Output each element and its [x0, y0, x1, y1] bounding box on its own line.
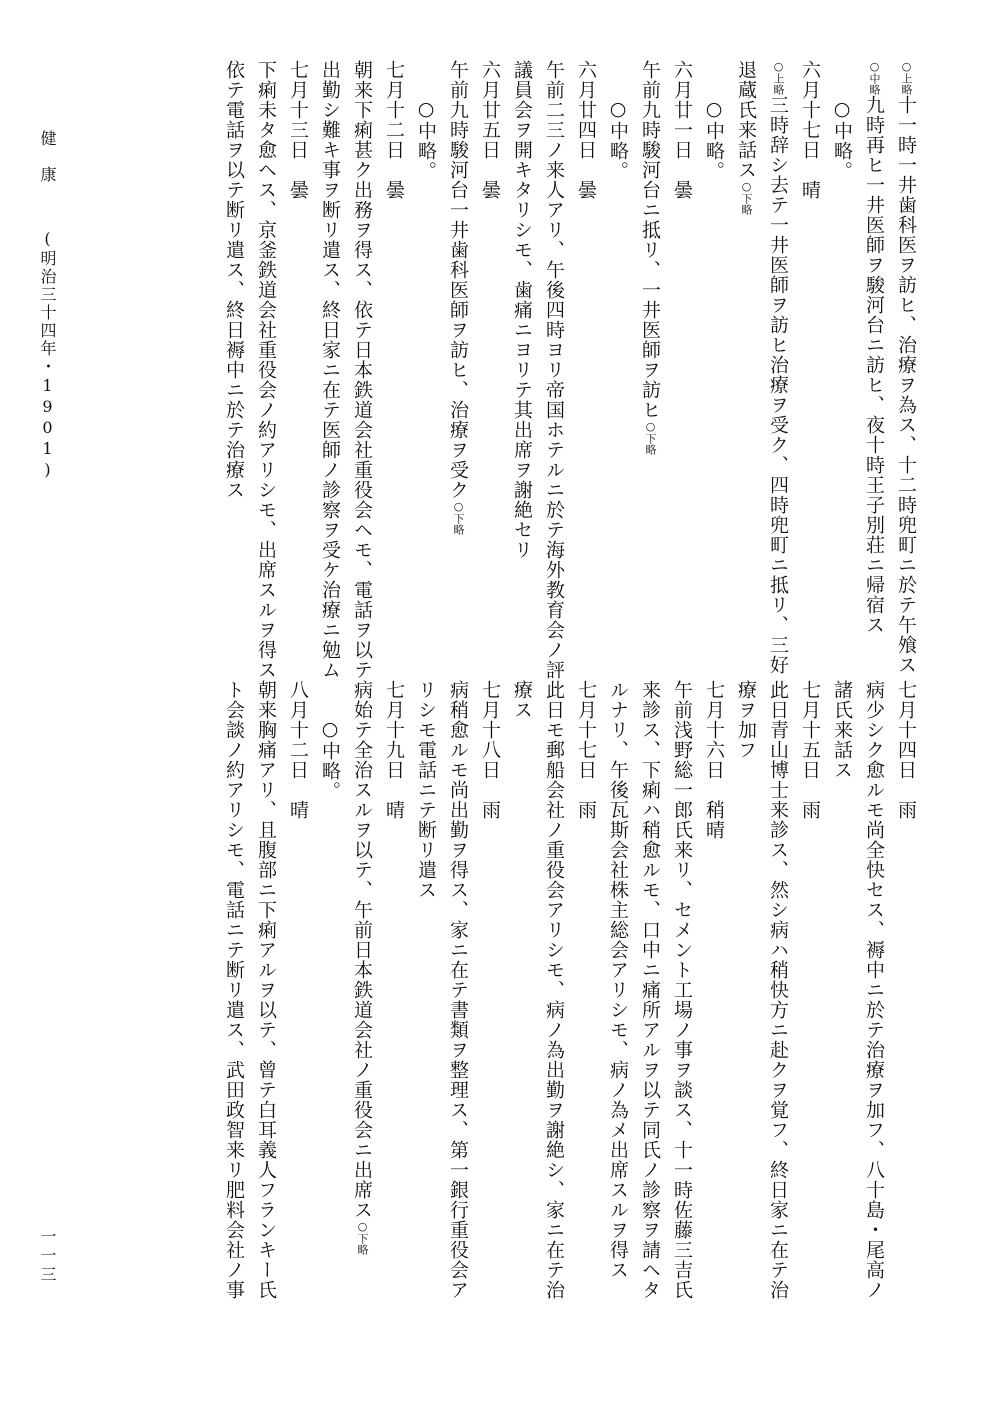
text-line: [474, 60, 506, 660]
line-text: 病少シク愈ルモ尚全快セス、褥中ニ於テ治療ヲ加フ、八十島・尾高ノ: [863, 680, 885, 1300]
omission-mark: ○上略: [900, 60, 913, 95]
text-line: [858, 680, 890, 1320]
text-line: [346, 680, 378, 1320]
text-line: [762, 680, 794, 1320]
text-line: [442, 60, 474, 660]
text-line: [250, 680, 282, 1320]
omission-mark: ○下略: [356, 1220, 369, 1255]
line-text: 来診ス、下痢ハ稍愈ルモ、口中ニ痛所アルヲ以テ同氏ノ診察ヲ請ヘタ: [639, 680, 661, 1300]
text-line: [442, 680, 474, 1320]
text-line: [410, 680, 442, 1320]
text-line: [378, 680, 410, 1320]
line-text: 下痢未タ愈ヘス、京釜鉄道会社重役会ノ約アリシモ、出席スルヲ得ス: [255, 60, 277, 680]
omission-mark: ○下略: [452, 500, 465, 535]
omission-mark: ○下略: [644, 420, 657, 455]
text-line: [506, 680, 538, 1320]
text-line: [730, 680, 762, 1320]
line-text: ○中略。: [831, 98, 853, 181]
line-text: 朝来胸痛アリ、且腹部ニ下痢アルヲ以テ、曾テ白耳義人フランキー氏: [255, 680, 277, 1300]
text-line: [858, 60, 890, 660]
line-text: 八月十二日 晴: [287, 680, 309, 820]
line-text: リシモ電話ニテ断リ遣ス: [415, 680, 437, 900]
line-text: 療ス: [511, 680, 533, 720]
line-text: 病始テ全治スルヲ以テ、午前日本鉄道会社ノ重役会ニ出席ス: [351, 680, 373, 1220]
diary-text-lower: [218, 680, 922, 1320]
text-line: [890, 60, 922, 675]
line-text: 七月十三日 曇: [287, 60, 309, 200]
line-text: 退蔵氏来話ス: [735, 60, 757, 180]
text-line: [602, 680, 634, 1320]
text-line: [794, 680, 826, 1320]
text-line: [570, 60, 602, 660]
text-line: [698, 60, 730, 660]
line-text: 九時再ヒ一井医師ヲ駿河台ニ訪ヒ、夜十時王子別荘ニ帰宿ス: [863, 95, 885, 635]
text-line: [282, 680, 314, 1320]
line-text: 十一時一井歯科医ヲ訪ヒ、治療ヲ為ス、十二時兜町ニ於テ午飧ス: [895, 95, 917, 675]
line-text: 七月十二日 曇: [383, 60, 405, 200]
line-text: 午前九時駿河台ニ抵リ、一井医師ヲ訪ヒ: [639, 60, 661, 420]
line-text: 六月廿一日 曇: [671, 60, 693, 200]
text-line: [730, 60, 762, 660]
line-text: 依テ電話ヲ以テ断リ遣ス、終日褥中ニ於テ治療ス: [223, 60, 245, 500]
text-line: [538, 680, 570, 1320]
text-line: [218, 680, 250, 1320]
running-head-title: 健 康: [38, 130, 57, 184]
text-line: [602, 60, 634, 660]
text-line: [282, 60, 314, 660]
line-text: 出勤シ難キ事ヲ断リ遣ス、終日家ニ在テ医師ノ診察ヲ受ケ治療ニ勉ム: [319, 60, 341, 680]
line-text: 七月十九日 晴: [383, 680, 405, 820]
diary-text-upper: [218, 60, 922, 680]
text-line: [826, 60, 858, 660]
line-text: 此日青山博士来診ス、然シ病ハ稍快方ニ赴クヲ覚フ、終日家ニ在テ治: [767, 680, 789, 1300]
omission-mark: ○上略: [772, 60, 785, 95]
line-text: 此日モ郵船会社ノ重役会アリシモ、病ノ為出勤ヲ謝絶シ、家ニ在テ治: [543, 680, 565, 1300]
line-text: ○中略。: [415, 98, 437, 181]
line-text: 六月廿四日 曇: [575, 60, 597, 200]
text-line: [474, 680, 506, 1320]
text-line: [762, 60, 794, 675]
text-line: [218, 60, 250, 660]
text-line: [826, 680, 858, 1320]
line-text: ルナリ、午後瓦斯会社株主総会アリシモ、病ノ為メ出席スルヲ得ス: [607, 680, 629, 1280]
line-text: 療ヲ加フ: [735, 680, 757, 760]
running-head: [36, 130, 59, 481]
line-text: 七月十八日 雨: [479, 680, 501, 820]
text-line: [570, 680, 602, 1320]
line-text: 午前二三ノ来人アリ、午後四時ヨリ帝国ホテルニ於テ海外教育会ノ評: [543, 60, 565, 680]
text-line: [346, 60, 378, 680]
text-line: [794, 60, 826, 660]
text-line: [666, 60, 698, 660]
line-text: 七月十四日 雨: [895, 680, 917, 820]
text-line: [634, 680, 666, 1320]
line-text: 七月十六日 稍晴: [703, 680, 725, 840]
text-line: [250, 60, 282, 680]
omission-mark: ○下略: [740, 180, 753, 215]
text-line: [666, 680, 698, 1320]
text-line: [538, 60, 570, 680]
line-text: 病稍愈ルモ尚出勤ヲ得ス、家ニ在テ書類ヲ整理ス、第一銀行重役会ア: [447, 680, 469, 1300]
text-line: [506, 60, 538, 660]
line-text: 議員会ヲ開キタリシモ、歯痛ニヨリテ其出席ヲ謝絶セリ: [511, 60, 533, 560]
line-text: 諸氏来話ス: [831, 680, 853, 780]
line-text: 七月十五日 雨: [799, 680, 821, 820]
line-text: 六月十七日 晴: [799, 60, 821, 200]
text-line: [698, 680, 730, 1320]
line-text: ○中略。: [703, 98, 725, 181]
running-head-year: (明治三十四年・1901): [38, 229, 57, 481]
line-text: 朝来下痢甚ク出務ヲ得ス、依テ日本鉄道会社重役会ヘモ、電話ヲ以テ: [351, 60, 373, 680]
line-text: ト会談ノ約アリシモ、電話ニテ断リ遣ス、武田政智来リ肥料会社ノ事: [223, 680, 245, 1300]
text-line: [378, 60, 410, 660]
text-line: [314, 60, 346, 680]
line-text: ○中略。: [319, 718, 341, 801]
omission-mark: ○中略: [868, 60, 881, 95]
line-text: 午前九時駿河台一井歯科医師ヲ訪ヒ、治療ヲ受ク: [447, 60, 469, 500]
line-text: 六月廿五日 曇: [479, 60, 501, 200]
page-number: 一一三: [38, 1228, 57, 1285]
line-text: 午前浅野総一郎氏来リ、セメント工場ノ事ヲ談ス、十一時佐藤三吉氏: [671, 680, 693, 1300]
text-line: [314, 680, 346, 1320]
text-line: [890, 680, 922, 1320]
text-line: [410, 60, 442, 660]
line-text: 三時辞シ去テ一井医師ヲ訪ヒ治療ヲ受ク、四時兜町ニ抵リ、三好: [767, 95, 789, 675]
line-text: ○中略。: [607, 98, 629, 181]
line-text: 七月十七日 雨: [575, 680, 597, 820]
text-line: [634, 60, 666, 660]
